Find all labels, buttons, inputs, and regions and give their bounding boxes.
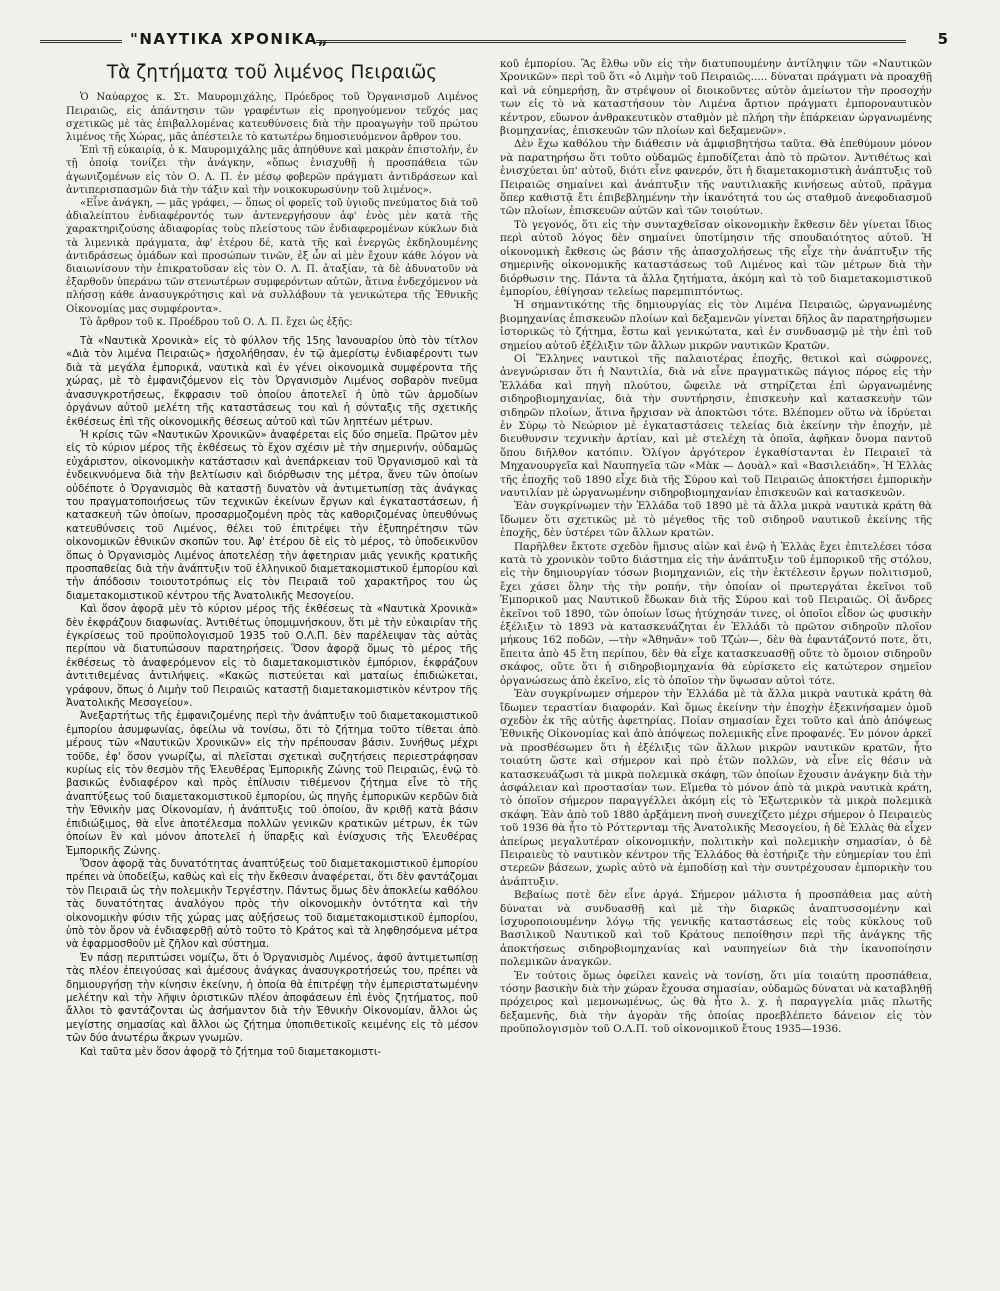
body-paragraph: Καὶ ταῦτα μὲν ὅσον ἀφορᾷ τὸ ζήτημα τοῦ διαμετακομιστι- [80, 1046, 382, 1058]
body-paragraph: Ἀνεξαρτήτως τῆς ἐμφανιζομένης περὶ τὴν ἀνάπτυξιν τοῦ διαμετακομιστικοῦ ἐμπορίου ἀσυμφωνίας, ὀφείλω νὰ τονίσω, ὅτι τὸ ζήτημα τοῦτο τίθεται ἀπὸ μέρους τῶν «Ναυτικῶν Χρονικῶν» εἰς τὴν πρέπουσαν βάσιν. Συνήθως μέχρι τοῦδε, ἐφ' ὅσον γνωρίζω, αἱ πλεῖσται σχετικαὶ συζητήσεις περιεστράφησαν κυρίως εἰς τὸν θεσμὸν τῆς Ἐλευθέρας Ἐμπορικῆς Ζώνης τοῦ Πειραιῶς, ἐνῷ τὸ βασικῶς ἐνδιαφέρον καὶ πρὸς ἐπίλυσιν τιθέμενον ζήτημα εἶνε τὸ τῆς ἀναπτύξεως τοῦ διαμετακομιστικοῦ ἐμπορίου, ὡς πηγῆς ἐμπορικῶν κερδῶν διὰ τὴν Ἐθνικὴν μας Οἰκονομίαν, ἡ ἀνάπτυξις τοῦ ὁποίου, ἂν κριθῇ κατὰ βάσιν ἐπιδιώξιμος, θὰ εἶνε ἀποτέλεσμα πολλῶν γενικῶν κρατικῶν μέτρων, ἐκ τῶν ὁποίων ἓν καὶ μόνον ἀποτελεῖ ἡ ὕπαρξις καὶ ἐνίσχυσις τῆς Ἐλευθέρας Ἐμπορικῆς Ζώνης. [66, 711, 478, 857]
publication-title: "ΝΑΥΤΙΚΑ ΧΡΟΝΙΚΑ„ [130, 30, 330, 48]
masthead-rule-left [40, 40, 122, 43]
body-paragraph: Καὶ ὅσον ἀφορᾷ μὲν τὸ κύριον μέρος τῆς ἐκθέσεως τὰ «Ναυτικὰ Χρονικὰ» δὲν ἐκφράζουν διαφωνίας. Ἀντιθέτως ὑπομιμνήσκουν, ὅτι μὲ τὴν εὐκαιρίαν τῆς ἐγκρίσεως τοῦ προϋπολογισμοῦ 1935 τοῦ Ο.Λ.Π. δὲν παρέλειψαν τὰς αὐτὰς περίπου νὰ διατυπώσουν παρατηρήσεις. Ὅσον ἀφορᾷ ὅμως τὸ μέρος τῆς ἐκθέσεως τὸ ἀναφερόμενον εἰς τὸ διαμετακομιστικὸν ἐμπόριον, ἐκφράζουν ἀντιτιθεμένας ἀντιλήψεις. «Κακῶς πιστεύεται καὶ ματαίως ἐπιδιώκεται, γράφουν, ὅπως ὁ Λιμὴν τοῦ Πειραιῶς καταστῇ διαμετακομιστικὸν κέντρον τῆς Ἀνατολικῆς Μεσογείου». [66, 604, 478, 710]
body-paragraph: Ἐὰν συγκρίνωμεν σήμερον τὴν Ἑλλάδα μὲ τὰ ἄλλα μικρὰ ναυτικὰ κράτη θὰ ἴδωμεν τεραστίαν διαφοράν. Καὶ ὅμως ἐκείνην τὴν ἐποχὴν ἐξεκινήσαμεν ὁμοῦ σχεδὸν ἐκ τῆς αὐτῆς ἀφετηρίας. Ποίαν σημασίαν ἔχει τοῦτο καὶ ἀπὸ ἀπόψεως Ἐθνικῆς Οἰκονομίας καὶ ἀπὸ ἀπόψεως πολεμικῆς εἶνε προφανές. Ἐν μόνον ἀρκεῖ νὰ προσθέσωμεν ὅτι ἡ ἐξέλιξις τῶν ἄλλων μικρῶν ναυτικῶν κρατῶν, ἦτο τοιαύτη ὥστε καὶ σήμερον καὶ πρὸ ἐτῶν πολλῶν, νὰ εἶνε εἰς θέσιν νὰ κατασκευάζωσι τὰ μικρὰ πολεμικὰ σκάφη, τῶν ὁποίων ἔχουσιν ἀνάγκην διὰ τὴν ἀσφάλειαν καὶ προστασίαν των. Εἴμεθα τὸ μόνον ἀπὸ τὰ μικρὰ ναυτικὰ κράτη, τὸ ὁποῖον σήμερον παραγγέλλει ἀκόμη εἰς τὸ Ἐξωτερικὸν τὰ μικρὰ πολεμικὰ σκάφη. Ἐὰν ἀπὸ τοῦ 1880 ἀρξάμενη πνοὴ συνεχίζετο μέχρι σήμερον ὁ Πειραιεὺς τοῦ 1936 θὰ ἦτο τὸ Ρόττερνταμ τῆς Ἀνατολικῆς Μεσογείου, ἡ δὲ Ἑλλὰς θὰ εἶχεν ἀπείρως μεγαλυτέραν οἰκονομικήν, πολιτικὴν καὶ πολεμικὴν σημασίαν, ὁ δὲ Πειραιεὺς τὸ ναυτικὸν κέντρον τῆς Ἑλλάδος θὰ ἐστήριζε τὴν εὐημερίαν του ἐπὶ στερεῶν βάσεων, χωρὶς αὐτὸ νὰ ἐμποδίσῃ καὶ τὴν συντρέχουσαν ἐμπορικὴν του ἀνάπτυξιν. [500, 688, 932, 888]
body-paragraph: Βεβαίως ποτὲ δὲν εἶνε ἀργά. Σήμερον μάλιστα ἡ προσπάθεια μας αὐτὴ δύναται νὰ συνδυασθῇ καὶ μὲ τὴν διαρκῶς ἀναπτυσσομένην καὶ ἰσχυροποιουμένην λόγῳ τῆς γενικῆς καταστάσεως εἰς τοὺς κύκλους τοῦ Βασιλικοῦ Ναυτικοῦ καὶ τοῦ Κράτους πεποίθησιν περὶ τῆς ἀνάγκης τῆς ἀποκτήσεως σιδηροβιομηχανίας καὶ ναυπηγείων διὰ τὴν ἱκανοποίησιν πολεμικῶν ἀναγκῶν. [500, 889, 932, 969]
intro-paragraph: Τὸ ἄρθρον τοῦ κ. Προέδρου τοῦ Ο. Λ. Π. ἔχει ὡς ἑξῆς: [80, 316, 353, 328]
body-paragraph: κοῦ ἐμπορίου. Ἂς ἔλθω νῦν εἰς τὴν διατυπουμένην ἀντίληψιν τῶν «Ναυτικῶν Χρονικῶν» περὶ τοῦ ὅτι «ὁ Λιμὴν τοῦ Πειραιῶς..... δύναται πράγματι νὰ προαχθῇ καὶ νὰ εὐημερήσῃ, ἂν στρέψουν οἱ διοικοῦντες αὐτὸν ἀμείωτον τὴν προσοχήν των εἰς τὸ νὰ καταστήσουν τὸν Λιμένα ἄρτιον πράγματι ἐμποροναυτικὸν κέντρον, εὔωνον ἀνθρακευτικὸν σταθμὸν μὲ πλήρη τὴν ἐπάρκειαν ὠργανωμένης βιομηχανίας, ἐπισκευῶν τῶν πλοίων καὶ δεξαμενῶν». [500, 58, 932, 138]
body-paragraph: Δὲν ἔχω καθόλου τὴν διάθεσιν νὰ ἀμφισβητήσω ταῦτα. Θὰ ἐπεθύμουν μόνον νὰ παρατηρήσω ὅτι τοῦτο οὐδαμῶς ἐμποδίζεται ἀπὸ τὸ πρῶτον. Ἀντιθέτως καὶ ἐνισχύεται ὑπ' αὐτοῦ, διότι εἶνε φανερόν, ὅτι ἡ διαμετακομιστικὴ ἀνάπτυξις τοῦ Πειραιῶς σημαίνει καὶ ἀνάπτυξιν τῆς ναυτιλιακῆς κινήσεως αὐτοῦ, πρᾶγμα ὅπερ καθιστᾷ ἔτι ἐπιβεβλημένην τὴν ἱκανότητά του ὡς σταθμοῦ ἀνεφοδιασμοῦ τῶν πλοίων, ἐπισκευῶν αὐτῶν καὶ τῶν τοιούτων. [500, 138, 932, 218]
article-intro [66, 91, 478, 329]
body-paragraph: Τὸ γεγονός, ὅτι εἰς τὴν συνταχθεῖσαν οἰκονομικὴν ἔκθεσιν δὲν γίνεται ἴδιος περὶ αὐτοῦ λόγος δὲν σημαίνει ὑποτίμησιν τῆς σπουδαιότητος αὐτοῦ. Ἡ οἰκονομικὴ ἔκθεσις ὡς βάσιν τῆς ἀπασχολήσεως τῆς εἶχε τὴν ἀνάπτυξιν τῆς σημερινῆς οἰκονομικῆς καταστάσεως τοῦ Λιμένος καὶ τῶν μέτρων διὰ τὴν διόρθωσιν της. Πάντα τὰ ἄλλα ζητήματα, ἀκόμη καὶ τὸ τοῦ διαμετακομιστικοῦ ἐμπορίου, ἐθίγησαν τελείως παρεμπιπτόντως. [500, 218, 932, 298]
page-number: 5 [937, 30, 948, 48]
right-column [500, 58, 932, 1263]
body-paragraph: Ἡ σημαντικότης τῆς δημιουργίας εἰς τὸν Λιμένα Πειραιῶς, ὠργανωμένης βιομηχανίας ἐπισκευῶν πλοίων καὶ δεξαμενῶν γίνεται δῆλος ἂν παρατηρήσωμεν ἱστορικῶς τὸ ζήτημα, ἔστω καὶ γενικώτατα, καὶ ἐν συνδυασμῷ μὲ τὴν ἐπὶ τοῦ σημείου αὐτοῦ ἐξέλιξιν τῶν ἄλλων μικρῶν ναυτικῶν Κρατῶν. [500, 299, 932, 352]
intro-paragraph: «Εἶνε ἀνάγκη, — μᾶς γράφει, — ὅπως οἱ φορεῖς τοῦ ὑγιοῦς πνεύματος διὰ τοῦ ἀδιαλείπτου ἐνδιαφέροντός των ἀντενεργήσουν ἀφ' ἑνὸς μὲν κατὰ τῆς χαρακτηριζούσης ἀδιαφορίας τοὺς πλείστους τῶν ἐνδιαφερομένων κύκλων διὰ τὰ λιμενικὰ πράγματα, ἀφ' ἑτέρου δέ, κατὰ τῆς καὶ ἐνεργῶς ἐκδηλουμένης ἀντιδράσεως ὁμάδων καὶ προσώπων τινῶν, ἐξ ὧν αἱ μὲν ἔχουν κάθε λόγον νὰ διαιωνίσουν τὴν ἐπικρατοῦσαν εἰς τὸν Ο. Λ. Π. ἀταξίαν, τὰ δὲ ἀδυνατοῦν νὰ ἐξαρθοῦν ὑπεράνω τῶν στενωτέρων συμφερόντων αὐτῶν, ἅτινα ἐνδεχόμενον νὰ πλήσσῃ κάθε ἀνασυγκρότησις καὶ νὰ συλλάβουν τὰ γενικώτερα τῆς Ἐθνικῆς Οἰκονομίας μας συμφέροντα». [66, 198, 478, 315]
intro-paragraph: Ἐπὶ τῇ εὐκαιρίᾳ, ὁ κ. Μαυρομιχάλης μᾶς ἀπηύθυνε καὶ μακρὰν ἐπιστολήν, ἐν τῇ ὁποίᾳ τονίζει τὴν ἀνάγκην, «ὅπως ἐνισχυθῇ ἡ προσπάθεια τῶν ἀγωνιζομένων εἰς τὸν Ο. Λ. Π. ἐν μέσῳ φοβερῶν πράγματι ἀντιδράσεων καὶ ἀντιπερισπασμῶν διὰ τὴν τάξιν καὶ τὴν νοικοκυρωσύνην τοῦ λιμένος». [66, 145, 478, 196]
intro-paragraph: Ὁ Ναύαρχος κ. Στ. Μαυρομιχάλης, Πρόεδρος τοῦ Ὀργανισμοῦ Λιμένος Πειραιῶς, εἰς ἀπάντησιν τῶν γραφέντων εἰς προηγούμενον τεῦχός μας σχετικῶς μὲ τὰς ἐπιβαλλομένας κατευθύνσεις διὰ τὴν προαγωγὴν τοῦ πρώτου λιμένος τῆς Χώρας, μᾶς ἀπέστειλε τὸ κατωτέρω δημοσιευόμενον ἄρθρον του. [66, 92, 478, 144]
body-paragraph: Ἐν πάσῃ περιπτώσει νομίζω, ὅτι ὁ Ὀργανισμὸς Λιμένος, ἀφοῦ ἀντιμετωπίσῃ τὰς πλέον ἐπειγούσας καὶ ἀμέσους ἀνάγκας ἀνασυγκροτήσεώς του, πρέπει νὰ δημιουργήσῃ τὴν κίνησιν ἐκείνην, ἡ ὁποία θὰ ἐπιτρέψῃ τὴν ἐμπεριστατωμένην μελέτην καὶ τὴν λῆψιν ὁριστικῶν πλέον ἀποφάσεων ἐπὶ ἑνὸς ζητήματος, ποῦ ἄλλοι τὸ φαντάζονται ὡς ἀσήμαντον διὰ τὴν Ἐθνικὴν Οἰκονομίαν, ἄλλοι ὡς μεγίστης σημασίας καὶ ἄλλοι ὡς ζήτημα ὑποπιθετικοῖς κειμένης εἰς τὸ μέσον τῶν δύο ἀνωτέρω ἄκρων γνωμῶν. [66, 952, 478, 1045]
body-paragraph: Οἱ Ἕλληνες ναυτικοὶ τῆς παλαιοτέρας ἐποχῆς, θετικοὶ καὶ σώφρονες, ἀνεγνώρισαν ὅτι ἡ Ναυτιλία, διὰ νὰ εἶνε πραγματικῶς πάγιος πόρος εἰς τὴν Ἑλλάδα καὶ πηγὴ πλούτου, ὤφειλε νὰ στηρίζεται ἐπὶ ὠργανωμένης σιδηροβιομηχανίας, διὰ τὴν συντήρησιν, ἐπισκευὴν καὶ κατασκευὴν τῶν σιδηρῶν πλοίων, ἅτινα ἤρχισαν νὰ ἀποκτῶσι τότε. Βλέπομεν οὕτω νὰ ἱδρύεται ἐν Σύρῳ τὸ Νεώριον μὲ ἐγκαταστάσεις τελείας διὰ ἐκείνην τὴν ἐποχήν, μὲ διευθυνσιν τεχνικὴν ἀρτίαν, καὶ μὲ στελέχη τὰ ὁποῖα, ἀφῆκαν ὄνομα παντοῦ ὅπου διῆλθον κατόπιν. Ὀλίγον ἀργότερον ἐγκαθίστανται ἐν Πειραιεῖ τὰ Μηχανουργεῖα καὶ Ναυπηγεῖα τῶν «Μὰκ — Δουὰλ» καὶ «Βασιλειάδη». Ἡ Ἑλλὰς τῆς ἐποχῆς τοῦ 1890 εἶχε διὰ τῆς Σύρου καὶ τοῦ Πειραιῶς ἀποκτήσει ἐμπορικὴν ναυτιλίαν μὲ ὠργανωμένην σιδηροβιομηχανίαν ἐπισκευῶν καὶ κατασκευῶν. [500, 352, 932, 499]
masthead-rule-right [316, 40, 906, 43]
left-column [66, 58, 478, 1263]
body-paragraph: Παρῆλθεν ἔκτοτε σχεδὸν ἥμισυς αἰὼν καὶ ἐνῷ ἡ Ἑλλὰς ἔχει ἐπιτελέσει τόσα κατὰ τὸ χρονικὸν τοῦτο διάστημα εἰς τὴν ἀνάπτυξιν τοῦ ἐμπορικοῦ τῆς στόλου, εἰς τὴν δημιουργίαν τόσων βιομηχανιῶν, εἰς τὴν ἐκτέλεσιν ἔργων πολιτισμοῦ, ἔχει χάσει ὅλην τὴς τὴν ροπήν, τὴν ὁποίαν οἱ πρωτεργάται ἐκεῖνοι τοῦ Ἐμπορικοῦ μας Ναυτικοῦ ἔδωκαν διὰ τῆς Σύρου καὶ τοῦ Πειραιῶς. Οἱ ἄνδρες ἐκεῖνοι τοῦ 1890, τῶν ὁποίων ἴσως ἠτύχησάν τινες, οἱ ὁποῖοι εἶδον ὡς φυσικὴν ἐξέλιξιν τὸ 1893 νὰ κατασκευάζηται ἐν Ἑλλάδι τὸ πρῶτον σιδηροῦν πλοῖον μήκους 162 ποδῶν, —τὴν «Ἀθηνᾶν» τοῦ Τζών—, δὲν θὰ ἐφαντάζοντό ποτε, ὅτι, ἔπειτα ἀπὸ 45 ἔτη περίπου, δὲν θὰ εἶχε κατασκευασθῇ οὔτε τὸ ὅμοιον σιδηροῦν σκάφος, οὔτε ὅτι ἡ σιδηροβιομηχανία θὰ εὑρίσκετο εἰς κατώτερον σημεῖον ὀργανώσεως ἀπὸ ἐκεῖνο, εἰς τὸ ὁποῖον τὴν ὕψωσαν αὐτοὶ τότε. [500, 540, 932, 687]
left-body [66, 335, 478, 1059]
article-title: Τὰ ζητήματα τοῦ λιμένος Πειραιῶς [106, 62, 438, 83]
body-paragraph: Ἐν τούτοις ὅμως ὀφείλει κανεὶς νὰ τονίσῃ, ὅτι μία τοιαύτη προσπάθεια, τόσην βασικὴν διὰ τὴν χώραν ἔχουσα σημασίαν, οὐδαμῶς δύναται νὰ καταβληθῇ πρόχειρος καὶ μεμονωμένως, ὡς θὰ ἦτο λ. χ. ἡ παραγγελία μιᾶς πλωτῆς δεξαμενῆς, διὰ τὴν ἀγορὰν τῆς ὁποίας προεβλέπετο δάνειον εἰς τὸν προϋπολογισμὸν τοῦ Ο.Λ.Π. τοῦ οἰκονομικοῦ ἔτους 1935—1936. [500, 969, 932, 1036]
body-paragraph: Ἐὰν συγκρίνωμεν τὴν Ἑλλάδα τοῦ 1890 μὲ τὰ ἄλλα μικρὰ ναυτικὰ κράτη θὰ ἴδωμεν ὅτι σχετικῶς μὲ τὸ μέγεθος τῆς τοῦ σιδηροῦ ναυτικοῦ ἐκείνης τῆς ἐποχῆς, δὲν ὑστέρει τῶν ἄλλων κρατῶν. [500, 500, 932, 540]
body-paragraph: Ἡ κρίσις τῶν «Ναυτικῶν Χρονικῶν» ἀναφέρεται εἰς δύο σημεῖα. Πρῶτον μὲν εἰς τὸ κύριον μέρος τῆς ἐκθέσεως τὸ ἔχον σχέσιν μὲ τὴν σημερινήν, οὐδαμῶς εὐχάριστον, οἰκονομικὴν κατάστασιν καὶ ἀνεπάρκειαν τοῦ Ὀργανισμοῦ καὶ τὰ ἐνδεικνυόμενα διὰ τὴν βελτίωσιν καὶ διόρθωσιν της μέτρα, ἄνευ τῶν ὁποίων οὐδέποτε ὁ Ὀργανισμὸς θὰ καταστῇ δυνατὸν νὰ ἀντιμετωπίσῃ τὰς ἀνάγκας του πραγματοποιήσεως τῶν τεχνικῶν ἐκείνων ἔργων καὶ ἐγκαταστάσεων, ἡ κατασκευὴ τῶν ὁποίων, προσαρμοζομένη πρὸς τὰς καθοριζομένας ὑπευθύνως κατευθύνσεις τοῦ Λιμένος, θέλει τοῦ ἐπιτρέψει τὴν ἐξυπηρέτησιν τῶν οἰκονομικῶν ἐθνικῶν σκοπῶν του. Ἀφ' ἑτέρου δὲ εἰς τὸ μέρος, τὸ ὑποδεικνῦον ὅπως ὁ Ὀργανισμὸς Λιμένος ἀποτελέσῃ τὴν ἀφετηριαν μιᾶς γενικῆς κρατικῆς προσπαθείας διὰ τὴν ἀνάπτυξιν τοῦ ἑλληνικοῦ διαμετακομιστικοῦ ἐμπορίου καὶ τὴν ἀπόδοσιν τοιουτοτρόπως εἰς τὸν Πειραιᾶ τοῦ χαρακτῆρος του ὡς διαμετακομιστικοῦ κέντρου τῆς Ἀνατολικῆς Μεσογείου. [66, 429, 478, 602]
body-paragraph: Ὅσον ἀφορᾷ τὰς δυνατότητας ἀναπτύξεως τοῦ διαμετακομιστικοῦ ἐμπορίου πρέπει νὰ ὑποδείξω, καθὼς καὶ εἰς τὴν ἔκθεσιν ἀναφέρεται, ὅτι δὲν φαντάζομαι τὸν Πειραιᾶ ὡς τὴν πολεμικὴν Τεργέστην. Πάντως ὅμως δὲν ἀποκλείω καθόλου τὰς δυνατότητας ἀναλόγου πρὸς τὴν οἰκονομικὴν ὀντότητα καὶ τὴν οἰκονομικὴν φύσιν τῆς χώρας μας αὐξήσεως τοῦ διαμετακομιστικοῦ ἐμπορίου, ὑπὸ τὸν ὅρον νὰ ἐνδιαφερθῇ αὐτὸ τοῦτο τὸ Κράτος καὶ τὰ ληφθησόμενα μέτρα νὰ ἐφαρμοσθοῦν μὲ ζῆλον καὶ σύστημα. [66, 858, 478, 951]
masthead [40, 30, 960, 52]
body-paragraph: Τὰ «Ναυτικὰ Χρονικὰ» εἰς τὸ φύλλον τῆς 15ης Ἰανουαρίου ὑπὸ τὸν τίτλον «Διὰ τὸν λιμένα Πειραιῶς» ἠσχολήθησαν, ἐν τῷ ἀμερίστῳ ἐνδιαφέροντι των διὰ τὰ μεγάλα ἐμπορικά, ναυτικὰ καὶ ἐν γένει οἰκονομικὰ συμφέροντα τῆς χώρας, μὲ τὸ ἐμφανιζόμενον εἰς τὸν Ὀργανισμὸν Λιμένος σοβαρὸν πνεῦμα ἀνασυγκροτήσεως, ἔκφρασιν τοῦ ὁποίου ἀποτελεῖ ἡ ὑπὸ τῶν ἁρμοδίων ὀργάνων αὐτοῦ μελέτη τῆς καταστάσεως του καὶ ἡ σύνταξις τῆς σχετικῆς ἐκθέσεως ἐπὶ τῆς οἰκονομικῆς θέσεως αὐτοῦ καὶ τῶν ληπτέων μέτρων. [66, 336, 478, 428]
